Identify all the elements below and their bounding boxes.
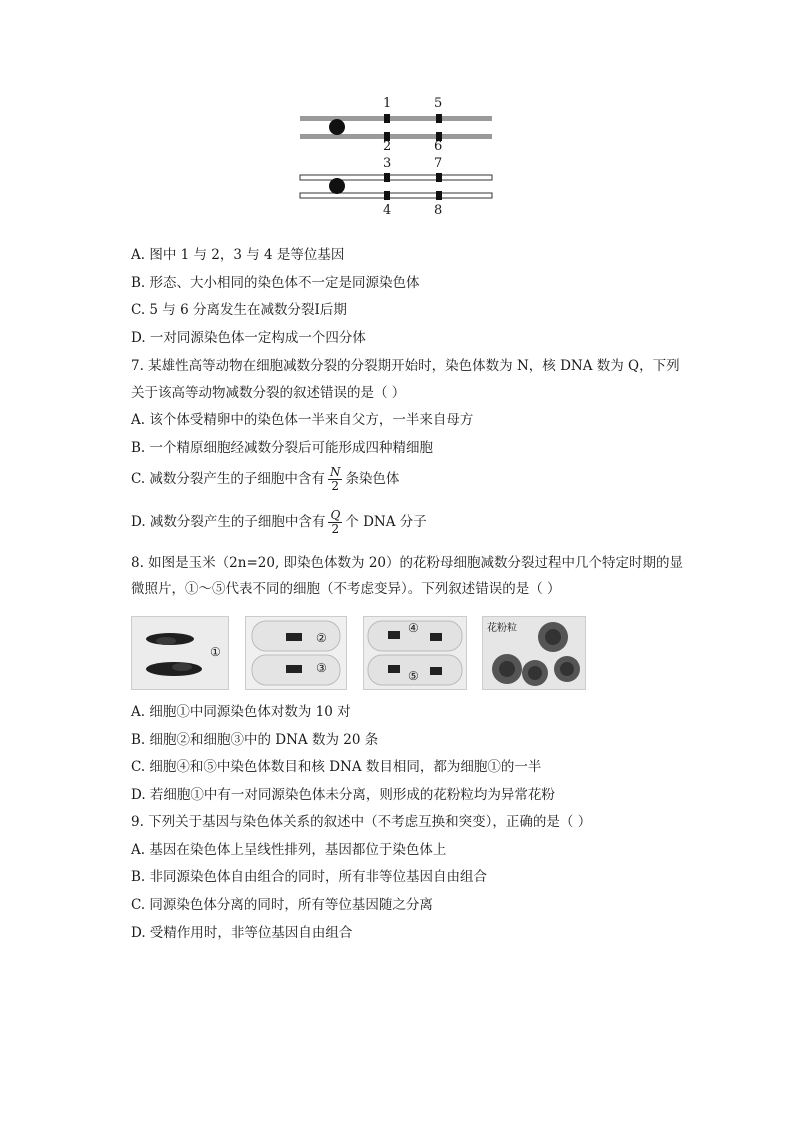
diagram-label-4: 4 — [383, 203, 392, 218]
chromosome-diagram — [290, 92, 500, 227]
fraction-numerator: Q — [330, 508, 341, 522]
micrograph-1 — [131, 616, 229, 690]
q6-option-c: C. 5 与 6 分离发生在减数分裂Ⅰ后期 — [131, 302, 347, 318]
gene-mark-3 — [384, 173, 390, 182]
chromosome-3 — [300, 175, 492, 180]
q6-option-d: D. 一对同源染色体一定构成一个四分体 — [131, 330, 366, 346]
fraction-denominator: 2 — [331, 522, 340, 536]
q7-stem-line1: 7. 某雄性高等动物在细胞减数分裂的分裂期开始时，染色体数为 N，核 DNA 数为 Q，下列 — [131, 358, 680, 374]
q8-stem-line2: 微照片，①～⑤代表不同的细胞（不考虑变异）。下列叙述错误的是（ ） — [131, 581, 561, 597]
q9-option-a: A. 基因在染色体上呈线性排列，基因都位于染色体上 — [131, 842, 447, 858]
cell-label-1: ① — [210, 645, 221, 659]
diagram-label-7: 7 — [434, 156, 443, 171]
q8-stem-line1: 8. 如图是玉米（2n=20, 即染色体数为 20）的花粉母细胞减数分裂过程中几个特定时期的显 — [131, 555, 683, 571]
q9-option-b: B. 非同源染色体自由组合的同时，所有非等位基因自由组合 — [131, 869, 488, 885]
cell-label-2: ② — [316, 631, 327, 645]
q9-option-c: C. 同源染色体分离的同时，所有等位基因随之分离 — [131, 897, 433, 913]
q9-option-d: D. 受精作用时，非等位基因自由组合 — [131, 925, 353, 941]
gene-mark-8 — [436, 191, 442, 200]
fraction-q-over-2 — [328, 509, 342, 536]
q7-stem-line2: 关于该高等动物减数分裂的叙述错误的是（ ） — [131, 385, 406, 401]
q7-option-b: B. 一个精原细胞经减数分裂后可能形成四种精细胞 — [131, 440, 434, 456]
q6-option-a: A. 图中 1 与 2，3 与 4 是等位基因 — [131, 247, 345, 263]
micrograph-2-drawing — [246, 617, 346, 689]
q7-option-c — [131, 466, 399, 493]
q7-option-d — [131, 509, 427, 536]
q6-option-b: B. 形态、大小相同的染色体不一定是同源染色体 — [131, 275, 420, 291]
diagram-label-3: 3 — [383, 156, 392, 171]
q9-stem: 9. 下列关于基因与染色体关系的叙述中（不考虑互换和突变），正确的是（ ） — [131, 814, 592, 830]
q8-option-b: B. 细胞②和细胞③中的 DNA 数为 20 条 — [131, 732, 379, 748]
centromere-2 — [329, 178, 345, 194]
q7-option-d-post: 个 DNA 分子 — [345, 514, 427, 530]
gene-mark-4 — [384, 191, 390, 200]
micrograph-3 — [363, 616, 467, 690]
fraction-denominator: 2 — [331, 479, 339, 493]
chromosome-4 — [300, 193, 492, 198]
gene-mark-5 — [436, 114, 442, 123]
diagram-label-6: 6 — [434, 139, 443, 154]
gene-mark-7 — [436, 173, 442, 182]
q7-option-a: A. 该个体受精卵中的染色体一半来自父方，一半来自母方 — [131, 412, 474, 428]
gene-mark-1 — [384, 114, 390, 123]
micrograph-2 — [245, 616, 347, 690]
q7-option-c-post: 条染色体 — [345, 471, 400, 487]
chromosome-2 — [300, 134, 492, 139]
diagram-label-1: 1 — [383, 96, 392, 111]
diagram-label-2: 2 — [383, 139, 392, 154]
cell-label-3: ③ — [316, 661, 327, 675]
micrograph-pollen — [482, 616, 586, 690]
diagram-label-8: 8 — [434, 203, 443, 218]
fraction-numerator: N — [329, 465, 341, 479]
centromere-1 — [329, 119, 345, 135]
cell-label-5: ⑤ — [408, 669, 419, 683]
diagram-label-5: 5 — [434, 96, 443, 111]
fraction-n-over-2 — [328, 466, 343, 493]
q7-option-d-pre: D. 减数分裂产生的子细胞中含有 — [131, 514, 326, 530]
pollen-label: 花粉粒 — [487, 623, 517, 634]
q8-option-d: D. 若细胞①中有一对同源染色体未分离，则形成的花粉粒均为异常花粉 — [131, 787, 555, 803]
chromosome-1 — [300, 116, 492, 121]
q8-option-c: C. 细胞④和⑤中染色体数目和核 DNA 数目相同，都为细胞①的一半 — [131, 759, 542, 775]
cell-label-4: ④ — [408, 621, 419, 635]
q8-option-a: A. 细胞①中同源染色体对数为 10 对 — [131, 704, 351, 720]
q7-option-c-pre: C. 减数分裂产生的子细胞中含有 — [131, 471, 325, 487]
